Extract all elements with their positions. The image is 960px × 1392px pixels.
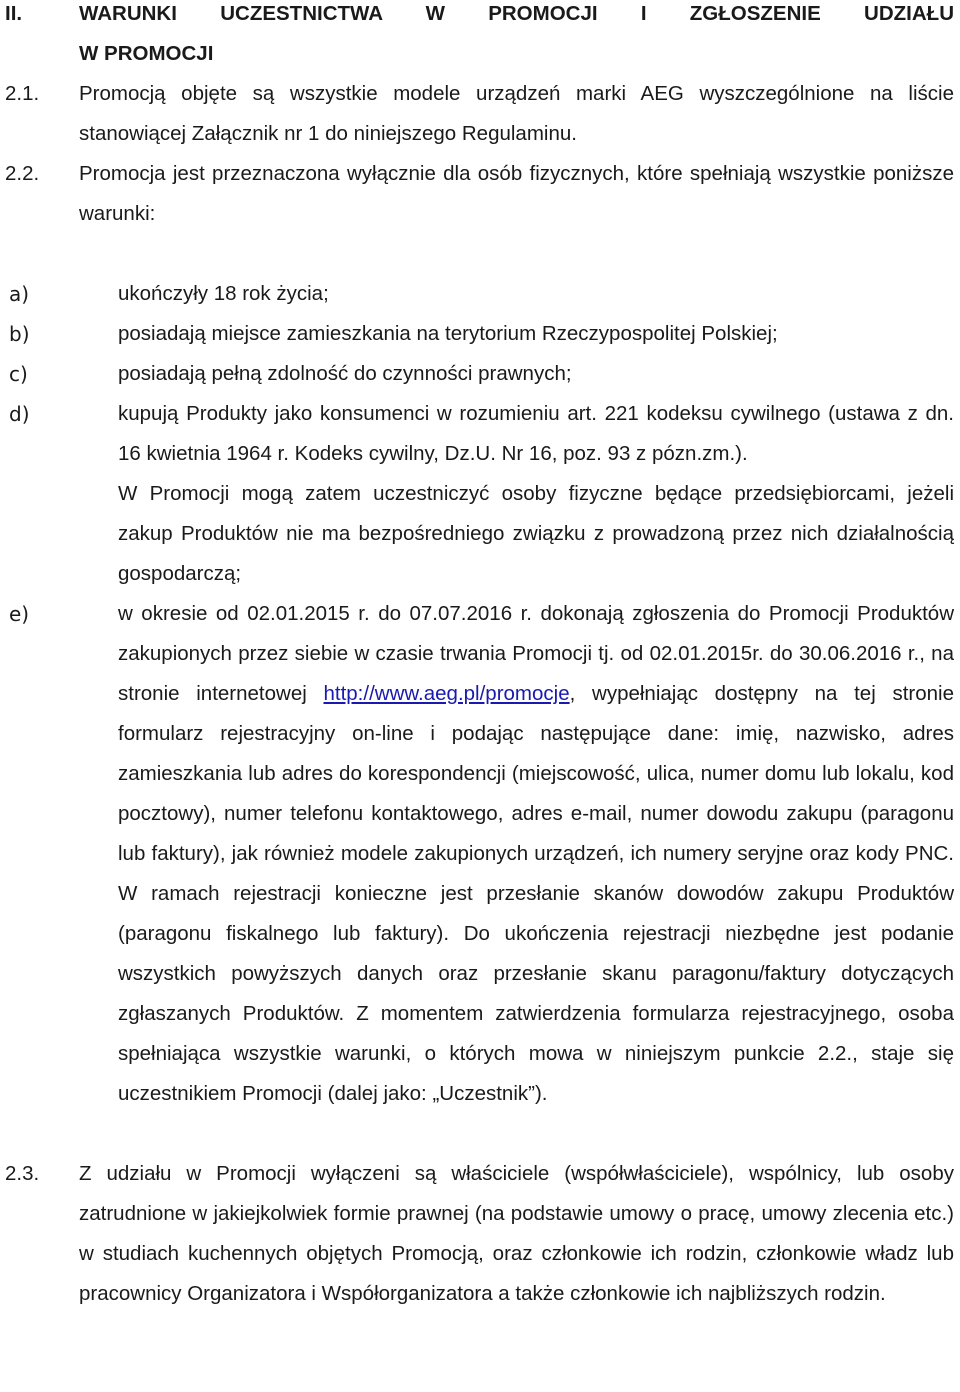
list-item	[0, 354, 956, 394]
list-text-part: w okresie od 02.01.2015 r. do 07.07.2016 r. dokonają zgłoszenia do Promocji Produktów zakupionych przez siebie w czasie trwania Promocji tj. od 02.01.2015r. do 30.06.2016 r., na stronie internetowej	[118, 602, 954, 705]
paragraph-text: Z udziału w Promocji wyłączeni są właściciele (współwłaściciele), wspólnicy, lub osoby zatrudnione w jakiejkolwiek formie prawnej (na podstawie umowy o pracę, umowy zlecenia etc.) w studiach kuchennych objętych Promocją, oraz członkowie ich rodzin, członkowie władz lub pracownicy Organizatora i Współorganizatora a także członkowie ich najbliższych rodzin.	[79, 1162, 954, 1305]
list-text-continued: W Promocji mogą zatem uczestniczyć osoby fizyczne będące przedsiębiorcami, jeżeli zakup Produktów nie ma bezpośredniego związku z prowadzoną przez nich działalnością gospodarczą;	[118, 482, 954, 585]
list-item	[0, 314, 956, 354]
paragraph-text: Promocja jest przeznaczona wyłącznie dla osób fizycznych, które spełniają wszystkie poniższe warunki:	[79, 162, 954, 225]
section-number: II.	[5, 2, 23, 25]
list-text: posiadają pełną zdolność do czynności prawnych;	[118, 362, 572, 385]
list-item	[0, 394, 956, 594]
paragraph-2-1	[0, 74, 956, 154]
conditions-list	[0, 274, 956, 1114]
paragraph-number: 2.2.	[5, 162, 40, 185]
section-title-line2: W PROMOCJI	[79, 42, 214, 65]
list-item	[0, 594, 956, 1114]
paragraph-number: 2.1.	[5, 82, 40, 105]
list-item	[0, 274, 956, 314]
list-label: c)	[9, 362, 28, 386]
section-title-line1: WARUNKI UCZESTNICTWA W PROMOCJI I ZGŁOSZENIE UDZIAŁU	[79, 2, 954, 25]
list-label: d)	[9, 402, 30, 426]
list-text: posiadają miejsce zamieszkania na terytorium Rzeczypospolitej Polskiej;	[118, 322, 778, 345]
paragraph-2-2	[0, 154, 956, 234]
list-label: b)	[9, 322, 30, 346]
list-label: e)	[9, 602, 30, 626]
paragraph-number: 2.3.	[5, 1162, 40, 1185]
section-heading	[0, 0, 956, 74]
list-label: a)	[9, 282, 30, 306]
paragraph-2-3	[0, 1154, 956, 1314]
list-text: kupują Produkty jako konsumenci w rozumieniu art. 221 kodeksu cywilnego (ustawa z dn. 16 kwietnia 1964 r. Kodeks cywilny, Dz.U. Nr 16, poz. 93 z pózn.zm.).	[118, 402, 954, 465]
list-text-part: , wypełniając dostępny na tej stronie formularz rejestracyjny on-line i podając następujące dane: imię, nazwisko, adres zamieszkania lub adres do korespondencji (miejscowość, ulica, numer domu lub lokalu, kod pocztowy), numer telefonu kontaktowego, adres e-mail, numer dowodu zakupu (paragonu lub faktury), jak również modele zakupionych urządzeń, ich numery seryjne oraz kody PNC. W ramach rejestracji konieczne jest przesłanie skanów dowodów zakupu Produktów (paragonu fiskalnego lub faktury). Do ukończenia rejestracji niezbędne jest podanie wszystkich powyższych danych oraz przesłanie skanu paragonu/faktury dotyczących zgłaszanych Produktów. Z momentem zatwierdzenia formularza rejestracyjnego, osoba spełniająca wszystkie warunki, o których mowa w niniejszym punkcie 2.2., staje się uczestnikiem Promocji (dalej jako: „Uczestnik”).	[118, 682, 954, 1105]
list-text	[118, 594, 954, 1114]
promotion-link[interactable]: http://www.aeg.pl/promocje	[323, 682, 570, 705]
list-text: ukończyły 18 rok życia;	[118, 282, 329, 305]
paragraph-text: Promocją objęte są wszystkie modele urządzeń marki AEG wyszczególnione na liście stanowiącej Załącznik nr 1 do niniejszego Regulaminu.	[79, 82, 954, 145]
